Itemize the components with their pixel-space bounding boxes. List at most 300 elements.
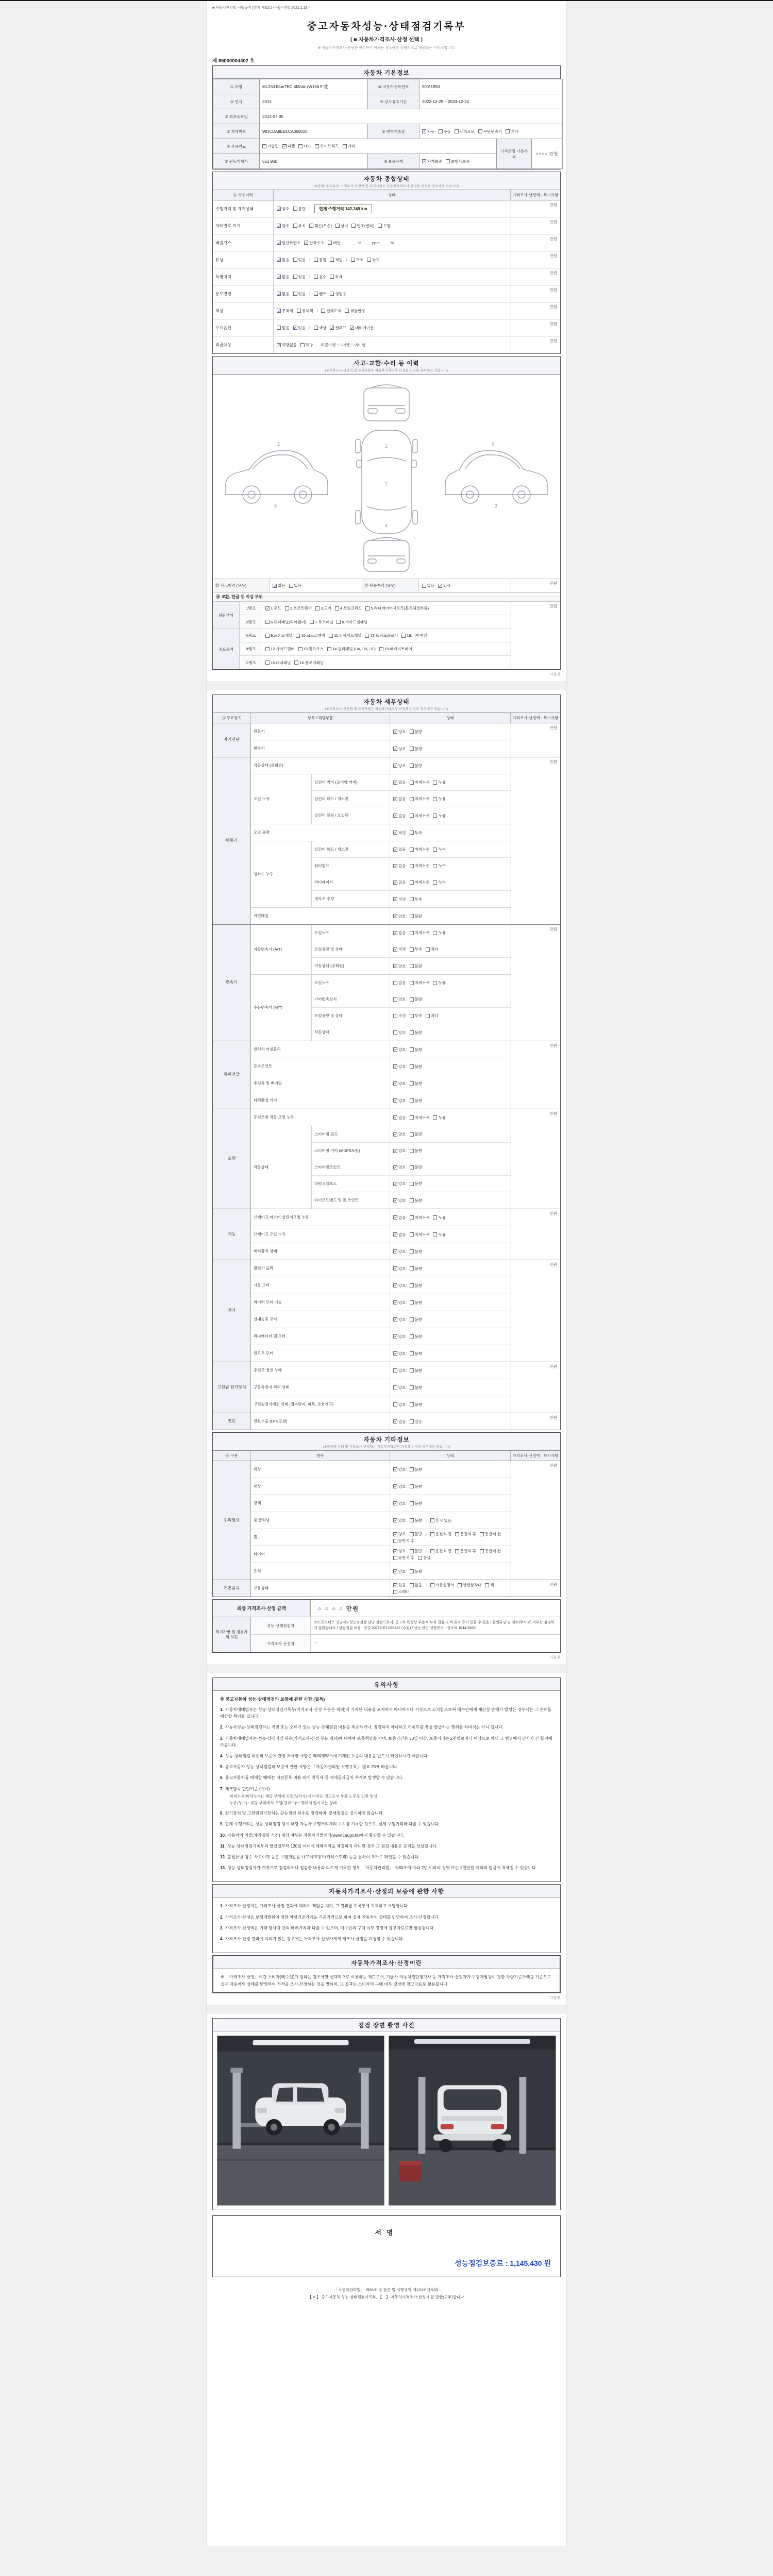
checkbox-unchecked	[410, 1249, 423, 1255]
device-state	[390, 1143, 511, 1159]
device-state	[390, 841, 511, 857]
option-groups	[393, 1215, 449, 1221]
option-groups	[393, 1198, 426, 1204]
model-year-value: 2012	[260, 94, 368, 109]
checkbox-icon: ✓	[394, 1249, 398, 1254]
device-section	[213, 723, 560, 757]
checkbox-icon: ✓	[305, 240, 309, 245]
usage-state	[274, 336, 511, 353]
rank-row	[240, 629, 511, 642]
device-item-label: 자동변속기 (A/T)	[251, 925, 312, 974]
checkbox-checked	[393, 1467, 406, 1472]
usage-row	[213, 217, 560, 234]
checkbox-icon	[433, 848, 437, 852]
checkbox-label: 14.필러패널 (□A, □B, □C)	[332, 647, 376, 651]
price-cell: 만원	[511, 723, 560, 757]
checkbox-checked	[293, 325, 306, 331]
car-name-label: ① 차명	[213, 79, 260, 94]
option-groups	[393, 1064, 426, 1070]
notice-intro: ※ 중고자동차 성능·상태점검의 보증에 관한 사항 (필독)	[220, 1697, 325, 1702]
option-groups	[393, 1013, 442, 1019]
checkbox-unchecked	[410, 729, 423, 735]
device-subrow	[312, 891, 511, 907]
device-rows	[251, 1413, 511, 1430]
page-break	[207, 1664, 566, 1673]
device-row	[251, 1546, 511, 1563]
device-row	[251, 1126, 511, 1209]
checkbox-label: 양호	[398, 1549, 406, 1553]
checkbox-label: 불량	[414, 1317, 422, 1322]
checkbox-icon	[335, 224, 340, 228]
checkbox-label: 양호	[282, 206, 290, 211]
checkbox-unchecked	[433, 813, 446, 819]
col-item: 항목 / 해당부품	[251, 713, 390, 723]
footer-line-2: 【 V 】 중고자동차 성능·상태점검기록부, 【 】 자동차가격조사·산정서 를 발급(교부)합니다.	[308, 2294, 465, 2299]
checkbox-label: 없음	[282, 257, 290, 262]
checkbox-label: 미세누유	[414, 1232, 430, 1237]
checkbox-label: 없음	[398, 1215, 406, 1220]
option-groups	[393, 813, 449, 819]
checkbox-unchecked	[410, 1047, 423, 1053]
checkbox-icon: ✓	[277, 206, 281, 211]
device-row	[251, 1041, 511, 1058]
checkbox-checked	[393, 1501, 406, 1506]
checkbox-label: 불량	[414, 1300, 422, 1305]
usage-row	[213, 336, 560, 353]
checkbox-checked	[277, 308, 293, 314]
checkbox-unchecked	[410, 1501, 423, 1506]
checkbox-unchecked	[410, 1569, 423, 1574]
rank-items	[262, 642, 511, 655]
warranty-type-label: ⑨ 보증유형	[368, 154, 419, 169]
checkbox-unchecked	[410, 1484, 423, 1489]
checkbox-label: 있음	[398, 1583, 406, 1587]
checkbox-icon	[330, 275, 334, 279]
notice-number: 4.	[220, 1753, 224, 1758]
option-groups	[393, 1317, 426, 1323]
option-groups	[277, 308, 368, 314]
checkbox-label: 적정	[398, 1013, 406, 1018]
opinion-group-label: 특기사항 및 점검자의 의견	[213, 1617, 251, 1652]
inspector-label: 성능·상태점검자	[251, 1617, 311, 1634]
device-part-label: 스티어링조인트	[312, 1159, 390, 1175]
checkbox-icon	[410, 1283, 414, 1287]
notice-item	[220, 1774, 553, 1781]
device-item-label: 휠	[251, 1529, 390, 1546]
device-part-label: 오일누유	[312, 925, 390, 941]
checkbox-label: 없음	[414, 1583, 422, 1587]
notice-item	[220, 1764, 553, 1770]
checkbox-label: 불량	[414, 1148, 422, 1153]
options-divider: |	[316, 309, 318, 313]
price-cell: 만원	[511, 1362, 560, 1413]
checkbox-label: 하이브리드	[320, 144, 339, 149]
device-subrow	[312, 941, 511, 958]
checkbox-icon	[410, 1351, 414, 1355]
checkbox-unchecked	[410, 846, 430, 852]
device-row	[251, 1243, 511, 1260]
checkbox-label: 수동	[443, 129, 451, 134]
checkbox-unchecked	[314, 291, 327, 297]
checkbox-label: 양호	[282, 223, 290, 228]
guarantee-section	[212, 1884, 561, 1953]
checkbox-label: 1.후드	[271, 606, 281, 611]
checkbox-label: 양호	[398, 963, 406, 969]
checkbox-icon	[298, 144, 303, 148]
device-row	[251, 975, 511, 1041]
checkbox-label: 무단변속기	[483, 129, 502, 134]
checkbox-checked	[393, 896, 406, 902]
device-rows	[251, 1260, 511, 1362]
checkbox-icon	[314, 326, 318, 330]
usage-item-label: 튜닝	[213, 251, 274, 268]
checkbox-label: 운전석 후	[460, 1532, 476, 1536]
notice-number: 12.	[220, 1854, 226, 1859]
checkbox-icon	[410, 1385, 414, 1389]
checkbox-icon	[410, 1030, 414, 1035]
checkbox-label: 동반석 전	[484, 1549, 501, 1553]
usage-row	[213, 302, 560, 319]
checkbox-label: 없음	[398, 780, 406, 785]
fuel-label: ⑦ 사용연료	[213, 139, 260, 154]
notice-item	[220, 1865, 553, 1871]
device-state	[390, 1192, 511, 1209]
page-break	[207, 681, 566, 690]
fuel-options	[260, 139, 497, 154]
notice-number: 1.	[220, 1707, 224, 1712]
checkbox-checked	[277, 342, 297, 348]
price-cell: 만원	[511, 217, 560, 234]
option-groups	[393, 1334, 426, 1340]
checkbox-unchecked	[293, 206, 306, 212]
checkbox-unchecked	[418, 1555, 431, 1561]
checkbox-label: 3.도어	[321, 606, 331, 611]
device-item-label: 브레이크 마스터 실린더오일 누유	[251, 1209, 390, 1226]
device-row	[251, 1563, 511, 1580]
checkbox-unchecked	[455, 1548, 476, 1554]
notice-text: 성능·상태점검기록부의 발급일부터 120일 이내에 매매계약을 체결하지 아니한 경우 그 점검 내용은 효력을 상실합니다.	[227, 1843, 438, 1849]
checkbox-label: 없음	[398, 813, 406, 818]
checkbox-icon	[265, 660, 270, 665]
checkbox-icon	[410, 1583, 414, 1587]
device-state	[390, 1379, 511, 1396]
device-state	[390, 1362, 511, 1379]
checkbox-unchecked	[378, 223, 391, 229]
device-subrow	[312, 1143, 511, 1159]
checkbox-unchecked	[410, 896, 423, 902]
notice-item	[220, 1914, 553, 1921]
checkbox-label: 불량	[414, 1266, 422, 1271]
checkbox-icon	[330, 292, 334, 296]
options-divider: |	[309, 292, 310, 296]
device-row	[251, 1580, 511, 1597]
device-row	[251, 1328, 511, 1345]
device-item-label: 광택	[251, 1495, 390, 1512]
checkbox-unchecked	[410, 1098, 423, 1104]
checkbox-icon: ✓	[394, 1148, 398, 1154]
price-cell: 만원	[511, 1041, 560, 1109]
device-item-label: 라디에이터 팬 모터	[251, 1328, 390, 1345]
accident-history-options	[270, 579, 362, 592]
checkbox-checked	[330, 325, 346, 331]
checkbox-icon: ✓	[394, 1283, 398, 1288]
device-subrows	[312, 1126, 511, 1209]
device-subrows	[312, 841, 511, 907]
checkbox-label: 불량	[414, 1385, 422, 1390]
inspection-fee	[455, 2258, 551, 2268]
checkbox-icon	[393, 1368, 397, 1372]
price-cell: 만원	[511, 757, 560, 924]
rank-items	[262, 615, 511, 629]
checkbox-icon	[433, 781, 437, 785]
checkbox-label: 불량	[414, 963, 422, 969]
checkbox-label: 불량	[414, 1064, 422, 1069]
reg-no-label: ⑩ 자동차등록번호	[368, 79, 419, 94]
checkbox-label: 양호	[398, 1351, 406, 1356]
checkbox-label: 디젤	[287, 144, 295, 149]
checkbox-checked	[350, 325, 374, 331]
price-basis-label: 가격산정 기준가격	[497, 139, 532, 169]
other-info-title: 자동차 기타정보	[363, 1437, 410, 1443]
device-item-label: 배력장치 상태	[251, 1243, 390, 1260]
definition-title: 자동차가격조사·산정이란	[350, 1960, 423, 1967]
pricing-section	[212, 1599, 561, 1653]
checkbox-unchecked	[410, 1531, 423, 1537]
checkbox-checked	[422, 129, 435, 134]
guarantee-body	[213, 1897, 560, 1953]
notice-text: 성능·상태점검자가 거짓으로 점검하거나 점검한 내용과 다르게 기록한 경우 「자동차관리법」 제80조에 따라 2년 이하의 징역 또는 2천만원 이하의 벌금에 처해질 수 있습니다.	[227, 1866, 537, 1871]
device-item-label: 충전구 절연 상태	[251, 1362, 390, 1379]
checkbox-label: 부족	[414, 1013, 422, 1018]
detail-title: 자동차 세부상태	[363, 699, 410, 705]
device-item-label: 타이어	[251, 1546, 390, 1563]
detail-note: (※가격조사·산정액 및 특기사항은 자동차가격조사·산정을 신청한 경우에만 적습니다)	[325, 707, 448, 711]
checkbox-unchecked	[314, 257, 327, 263]
checkbox-label: 미세누유	[414, 1115, 430, 1120]
device-row	[251, 1109, 511, 1126]
checkbox-checked	[393, 1249, 406, 1255]
checkbox-icon: ✓	[394, 1047, 398, 1052]
checkbox-label: 미세누수	[414, 847, 430, 852]
page-break	[207, 2005, 566, 2014]
car-name-value: ML250 BlueTEC 4Matic (W166모델)	[260, 79, 368, 94]
device-part-label: 파워고압호스	[312, 1176, 390, 1192]
option-groups	[393, 1131, 426, 1137]
checkbox-icon	[410, 1419, 414, 1423]
vin-label: ⑤ 차대번호	[213, 124, 260, 139]
checkbox-unchecked	[300, 342, 313, 348]
checkbox-icon	[480, 1549, 484, 1553]
device-row	[251, 1277, 511, 1294]
option-groups	[393, 896, 426, 902]
device-item-label: 브레이크 오일 누유	[251, 1226, 390, 1243]
other-info-note: (※항목별 상태 및 가격조사·산정액은 자동차가격조사·산정을 신청한 경우에만 적습니다)	[323, 1445, 450, 1449]
checkbox-label: 불량	[414, 1165, 422, 1170]
device-subrow	[312, 774, 511, 791]
device-rows	[251, 1461, 511, 1580]
price-cell: 만원	[511, 602, 560, 669]
simple-repair-label: ⑬ 단순수리 (유무)	[362, 579, 419, 592]
checkbox-icon: ✓	[394, 1164, 398, 1170]
checkbox-unchecked	[410, 1402, 423, 1408]
checkbox-icon: ✓	[394, 796, 398, 802]
checkbox-icon	[410, 1064, 414, 1069]
notice-text: 중고자동차 성능·상태점검의 보증에 관한 사항은 「자동차관리법 시행규칙」 별표 25에 따릅니다.	[225, 1765, 398, 1770]
checkbox-unchecked	[410, 963, 423, 969]
checkbox-unchecked	[293, 257, 306, 263]
options-divider: |	[426, 1532, 427, 1536]
checkbox-label: 미세누유	[414, 1215, 430, 1220]
comprehensive-section	[212, 172, 561, 354]
checkbox-icon	[410, 814, 414, 818]
notice-text: 불법튜닝·침수·사고이력 등은 보험개발원 사고이력정보(카히스토리) 등을 통하여 추가로 확인할 수 있습니다.	[227, 1854, 420, 1859]
document-title: 중고자동차성능·상태점검기록부	[307, 21, 466, 32]
device-part-label: 스티어링 펌프	[312, 1126, 390, 1142]
garage-scene-front	[217, 2036, 384, 2205]
checkbox-label: 보험사보증	[450, 159, 470, 164]
device-state	[390, 858, 511, 874]
checkbox-label: 무채색	[282, 308, 293, 313]
checkbox-icon	[309, 224, 313, 228]
checkbox-unchecked	[410, 1131, 423, 1137]
checkbox-icon	[351, 224, 356, 228]
checkbox-checked	[393, 1232, 406, 1238]
device-section	[213, 1580, 560, 1597]
device-group-label: 수리필요	[213, 1461, 251, 1580]
checkbox-label: 변조(변타)	[357, 223, 375, 228]
checkbox-icon	[410, 1467, 414, 1471]
option-groups	[393, 1518, 455, 1523]
checkbox-label: 부족	[414, 830, 422, 835]
checkbox-label: 색상	[318, 325, 327, 330]
document-number: 제 85000004402 호	[212, 58, 255, 64]
notice-item	[220, 1810, 553, 1817]
price-cell: 만원	[511, 1260, 560, 1362]
checkbox-unchecked	[410, 1582, 423, 1588]
engine-type-value: 651 960	[260, 154, 368, 169]
checkbox-label: 불량	[414, 1334, 422, 1339]
checkbox-unchecked	[335, 223, 348, 229]
device-state	[390, 1243, 511, 1260]
notice-text: 가격조사·산정은 보험개발원이 정한 차량기준가액을 기준가격으로 하여 실제 자동차의 상태를 반영하여 조사·산정합니다.	[225, 1914, 440, 1920]
checkbox-icon: ✓	[394, 896, 398, 902]
checkbox-label: 있음	[443, 583, 451, 588]
col-device: ⑮ 주요장치	[213, 713, 251, 723]
checkbox-unchecked	[393, 1368, 406, 1374]
option-groups	[277, 342, 316, 348]
notice-number: 3.	[220, 1925, 224, 1930]
checkbox-unchecked	[410, 1351, 423, 1357]
notice-number: 6.	[220, 1775, 224, 1781]
checkbox-unchecked	[410, 946, 423, 952]
price-cell: 만원	[511, 268, 560, 285]
checkbox-unchecked	[433, 846, 446, 852]
device-state	[390, 1260, 511, 1277]
appraiser-label: 가격조사·산정자	[251, 1635, 311, 1652]
notice-number: 13.	[220, 1866, 226, 1871]
checkbox-icon	[393, 1030, 397, 1035]
device-rows	[251, 925, 511, 1041]
device-part-label: 오일유량 및 상태	[312, 941, 390, 957]
notice-text: 자동차의 리콜(제작결함 시정) 대상 여부는 자동차리콜센터(www.car.go.kr)에서 확인할 수 있습니다.	[227, 1833, 405, 1838]
device-section	[213, 925, 560, 1041]
option-groups	[393, 1030, 426, 1036]
price-cell: 만원	[511, 319, 560, 336]
comprehensive-title: 자동차 종합상태	[363, 176, 410, 182]
device-rows	[251, 1209, 511, 1260]
checkbox-unchecked	[410, 930, 430, 936]
comprehensive-header	[213, 172, 560, 190]
final-price-row	[213, 1600, 560, 1617]
checkbox-label: 누수	[438, 880, 446, 885]
checkbox-icon	[393, 981, 397, 985]
notice-item	[220, 1735, 553, 1749]
usage-row	[213, 319, 560, 336]
device-group-label: 기본품목	[213, 1580, 251, 1597]
fee-label: 성능점검보증료 :	[455, 2259, 508, 2268]
price-basis-value: ○○○○ 만원	[532, 139, 563, 169]
checkbox-label: 불량	[414, 997, 422, 1002]
checkbox-unchecked	[410, 1013, 423, 1019]
usage-item-label: 리콜대상	[213, 336, 274, 353]
price-cell: 만원	[511, 1209, 560, 1260]
device-state	[390, 874, 511, 890]
checkbox-label: 양호	[398, 1064, 406, 1069]
device-row	[251, 1362, 511, 1379]
col-price: 가격조사·산정액 · 특기사항	[512, 1453, 559, 1458]
device-state	[390, 975, 511, 991]
checkbox-unchecked	[330, 257, 343, 263]
checkbox-icon: ✓	[282, 143, 287, 149]
checkbox-label: 없음	[282, 274, 290, 279]
device-item-label: 오일 누유	[251, 774, 312, 824]
checkbox-label: 해당	[305, 343, 313, 347]
checkbox-unchecked	[422, 583, 435, 588]
inspector-row	[251, 1617, 560, 1635]
checkbox-label: 양호	[398, 1165, 406, 1170]
checkbox-unchecked	[315, 605, 331, 611]
checkbox-label: 색상변경	[350, 308, 365, 313]
notice-title: 유의사항	[374, 1682, 399, 1688]
device-item-label: 룸 클리닝	[251, 1512, 390, 1529]
checkbox-icon: ✓	[394, 1419, 398, 1424]
basic-info-title: 자동차 기본정보	[363, 70, 410, 76]
checkbox-checked	[393, 1334, 406, 1340]
device-row	[251, 1226, 511, 1243]
checkbox-icon: ✓	[394, 763, 398, 768]
checkbox-icon	[410, 1132, 414, 1137]
device-row	[251, 1209, 511, 1226]
option-groups	[393, 996, 426, 1002]
checkbox-icon	[315, 606, 320, 611]
checkbox-label: 유채색	[301, 308, 313, 313]
rank-wrap	[213, 602, 560, 669]
option-groups	[393, 1047, 426, 1053]
rank-side-label: 외판부위	[213, 602, 240, 629]
checkbox-icon	[410, 897, 414, 901]
option-groups	[393, 1467, 426, 1472]
checkbox-label: 양호	[398, 1501, 406, 1506]
rank-body	[213, 602, 511, 669]
checkbox-icon	[418, 1556, 422, 1560]
device-state	[390, 1159, 511, 1175]
device-part-label: 스티어링 기어 (MDPS포함)	[312, 1143, 390, 1159]
checkbox-checked	[277, 223, 290, 229]
col-category: ⑯ 구분	[213, 1451, 251, 1461]
checkbox-icon: ✓	[394, 729, 398, 734]
checkbox-icon	[410, 1081, 414, 1086]
checkbox-icon	[300, 343, 305, 347]
